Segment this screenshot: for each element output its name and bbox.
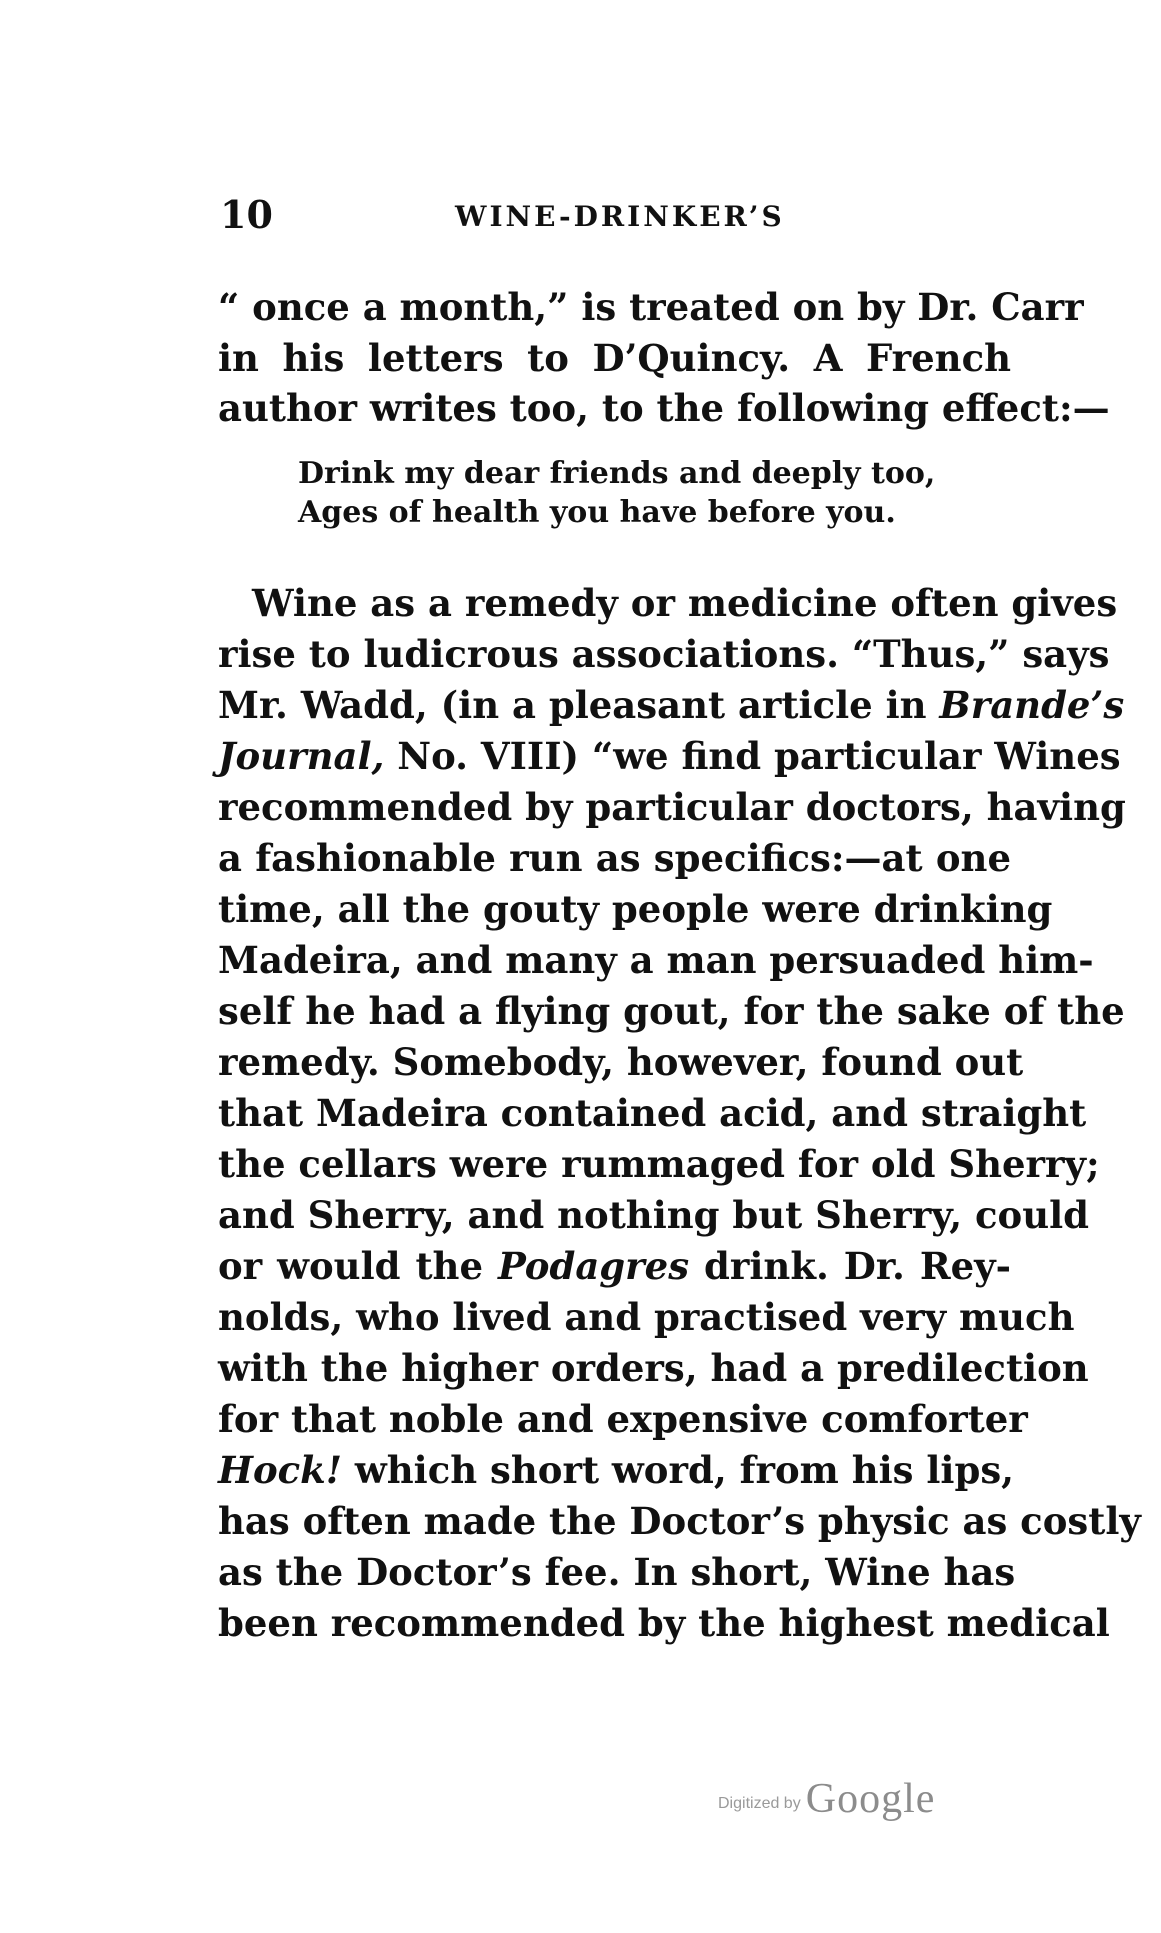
paragraph-line: for that noble and expensive comforter <box>218 1397 1028 1441</box>
paragraph-line: that Madeira contained acid, and straight <box>218 1091 1087 1135</box>
paragraph-line: Madeira, and many a man persuaded him- <box>218 938 1094 982</box>
text-line: author writes too, to the following effect:— <box>218 386 1110 430</box>
paragraph-line: Wine as a remedy or medicine often gives <box>252 581 1118 625</box>
paragraph-line: remedy. Somebody, however, found out <box>218 1040 1024 1084</box>
paragraph-line: been recommended by the highest medical <box>218 1601 1110 1645</box>
google-logo: Google <box>805 1776 936 1822</box>
paragraph-line: self he had a flying gout, for the sake of the <box>218 989 1125 1033</box>
running-head <box>220 190 1010 240</box>
paragraph-line: nolds, who lived and practised very much <box>218 1295 1075 1339</box>
text-line: in his letters to D’Quincy. A French <box>218 336 1011 380</box>
text-run: Mr. Wadd, (in a pleasant article in <box>218 683 940 727</box>
italic-word-hock: Hock! <box>218 1448 343 1492</box>
verse-line: Ages of health you have before you. <box>298 495 896 530</box>
paragraph-line: recommended by particular doctors, having <box>218 785 1126 829</box>
italic-title-journal: Journal, <box>218 734 385 778</box>
paragraph-line: time, all the gouty people were drinking <box>218 887 1053 931</box>
paragraph-line: with the higher orders, had a predilection <box>218 1346 1089 1390</box>
paragraph-line: rise to ludicrous associations. “Thus,” says <box>218 632 1110 676</box>
paragraph-line: a fashionable run as specifics:—at one <box>218 836 1011 880</box>
watermark-prefix: Digitized by <box>718 1795 801 1812</box>
paragraph-line: has often made the Doctor’s physic as costly <box>218 1499 1141 1543</box>
paragraph-line <box>218 1447 1015 1493</box>
text-line: “ once a month,” is treated on by Dr. Carr <box>218 285 1084 329</box>
italic-title-brandes: Brande’s <box>939 683 1125 727</box>
text-run: which short word, from his lips, <box>342 1448 1015 1492</box>
text-run: drink. Dr. Rey- <box>689 1244 1011 1288</box>
text-run: No. VIII) “we find particular Wines <box>384 734 1121 778</box>
page-number: 10 <box>220 192 273 237</box>
paragraph-line <box>218 682 1125 728</box>
verse-line: Drink my dear friends and deeply too, <box>298 456 936 491</box>
digitized-by-watermark <box>718 1775 935 1823</box>
paragraph-line <box>218 733 1121 779</box>
italic-word-podagres: Podagres <box>497 1244 690 1288</box>
paragraph-line <box>218 1243 1011 1289</box>
paragraph-line: and Sherry, and nothing but Sherry, could <box>218 1193 1090 1237</box>
running-title: WINE-DRINKER’S <box>455 200 785 233</box>
paragraph-line: as the Doctor’s fee. In short, Wine has <box>218 1550 1016 1594</box>
text-run: or would the <box>218 1244 498 1288</box>
paragraph-line: the cellars were rummaged for old Sherry; <box>218 1142 1100 1186</box>
